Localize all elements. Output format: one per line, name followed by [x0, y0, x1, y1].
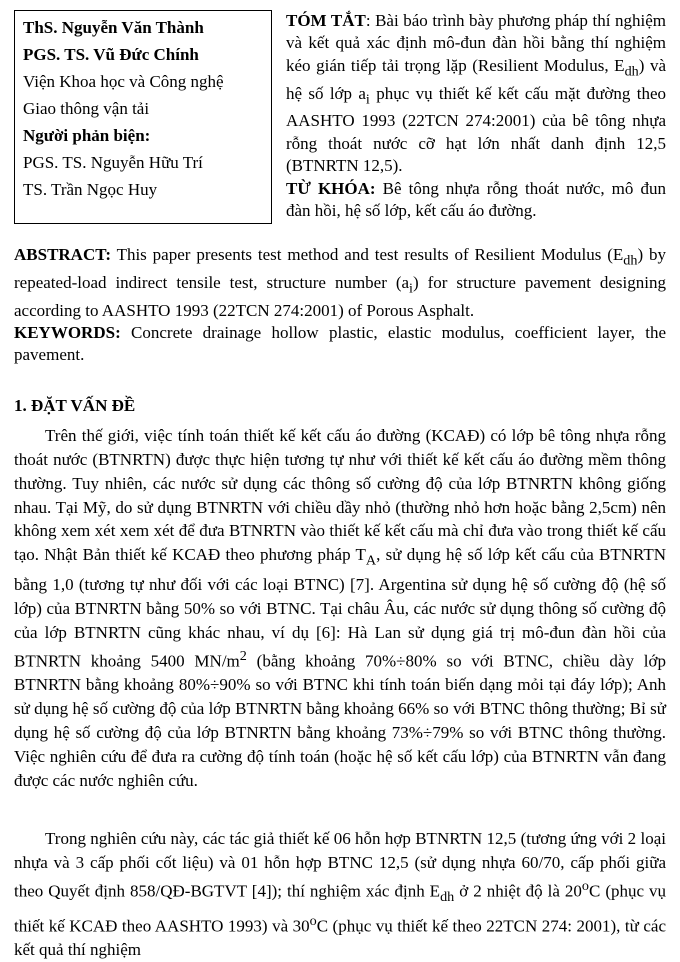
author-box: [14, 10, 272, 224]
vietnamese-summary: [286, 10, 666, 222]
affiliation: Viện Khoa học và Công nghệ: [23, 72, 224, 91]
affiliation: Giao thông vận tải: [23, 99, 150, 118]
summary-keywords: TỪ KHÓA: Bê tông nhựa rỗng thoát nước, mô đun đàn hồi, hệ số lớp, kết cấu áo đường.: [286, 178, 666, 221]
body-text: [14, 827, 666, 962]
abstract-label: ABSTRACT:: [14, 245, 111, 264]
keywords-label: TỪ KHÓA:: [286, 178, 376, 198]
author-name: PGS. TS. Vũ Đức Chính: [23, 45, 199, 64]
summary-paragraph: TÓM TẮT: Bài báo trình bày phương pháp thí nghiệm và kết quả xác định mô-đun đàn hồi bằng thí nghiệm kéo gián tiếp tải trọng lặp (Resilient Modulus, $E_{dh}$) và hệ số lớp $a_i$ phục vụ thiết kế kết cấu mặt đường theo AASHTO 1993 (22TCN 274:2001) của bê tông nhựa rỗng thoát nước cỡ hạt lớn nhất danh định 12,5 (BTNRTN 12,5).: [286, 11, 666, 176]
reviewer-name: TS. Trần Ngọc Huy: [23, 180, 158, 199]
abstract-keywords: KEYWORDS: Concrete drainage hollow plastic, elastic modulus, coefficient layer, the pavement.: [14, 323, 666, 365]
reviewers-label: Người phản biện:: [23, 126, 151, 145]
section-heading: 1. ĐẶT VẤN ĐỀ: [14, 396, 136, 415]
author-name: ThS. Nguyễn Văn Thành: [23, 18, 204, 37]
keywords-label: KEYWORDS:: [14, 323, 121, 342]
abstract-paragraph: ABSTRACT: This paper presents test method and test results of Resilient Modulus $(E_{dh})$ by repeated-load indirect tensile test, structure number $(a_i)$ for structure pavement designing according to AASHTO 1993 (22TCN 274:2001) of Porous Asphalt.: [14, 245, 666, 320]
summary-label: TÓM TẮT: [286, 11, 366, 30]
body-text: [14, 424, 666, 793]
body-paragraph: Trên thế giới, việc tính toán thiết kế kết cấu áo đường (KCAĐ) có lớp bê tông nhựa rỗng thoát nước (BTNRTN) được thực hiện tương tự như với thiết kế kết cấu áo đường mềm thông thường. Tuy nhiên, các nước sử dụng các thông số cường độ của lớp BTNRTN không giống nhau. Tại Mỹ, do sử dụng BTNRTN với chiều dầy nhỏ (thường nhỏ hơn hoặc bằng 2,5cm) nên không xem xét xem xét để đưa BTNRTN vào thiết kế kết cấu mà chỉ đưa vào trong thiết kế cấu tạo. Nhật Bản thiết kế KCAĐ theo phương pháp $T_A$, sử dụng hệ số lớp kết cấu của BTNRTN bằng 1,0 (tương tự như đối với các loại BTNC) [7]. Argentina sử dụng hệ số cường độ (hệ số lớp) của BTNRTN bằng 50% so với BTNC. Tại châu Âu, các nước sử dụng thông số cường độ của lớp BTNRTN cũng khác nhau, ví dụ [6]: Hà Lan sử dụng giá trị mô-đun đàn hồi của BTNRTN khoảng 5400 $MN/m^2$ (bằng khoảng 70%÷80% so với BTNC, chiều dày lớp BTNRTN bằng khoảng 80%÷90% so với BTNC khi tính toán biến dạng mỏi tại đáy lớp); Anh sử dụng hệ số cường độ của lớp BTNRTN bằng khoảng 66% so với BTNC thông thường; Bỉ sử dụng hệ số cường độ của lớp BTNRTN bằng khoảng 73%÷79% so với BTNC thông thường. Việc nghiên cứu để đưa ra cường độ tính toán (hoặc hệ số kết cấu lớp) của BTNRTN vẫn đang được các nước nghiên cứu.: [14, 426, 666, 790]
body-paragraph: Trong nghiên cứu này, các tác giả thiết kế 06 hỗn hợp BTNRTN 12,5 (tương ứng với 2 loại nhựa và 3 cấp phối cốt liệu) và 01 hỗn hợp BTNC 12,5 (sử dụng nhựa 60/70, cấp phối giữa theo Quyết định 858/QĐ-BGTVT [4]); thí nghiệm xác định $E_{dh}$ ở 2 nhiệt độ là 20$^o$C (phục vụ thiết kế KCAĐ theo AASHTO 1993) và 30$^o$C (phục vụ thiết kế theo 22TCN 274: 2001), từ các kết quả thí nghiệm: [14, 829, 667, 960]
english-abstract: [14, 244, 666, 367]
reviewer-name: PGS. TS. Nguyễn Hữu Trí: [23, 153, 203, 172]
